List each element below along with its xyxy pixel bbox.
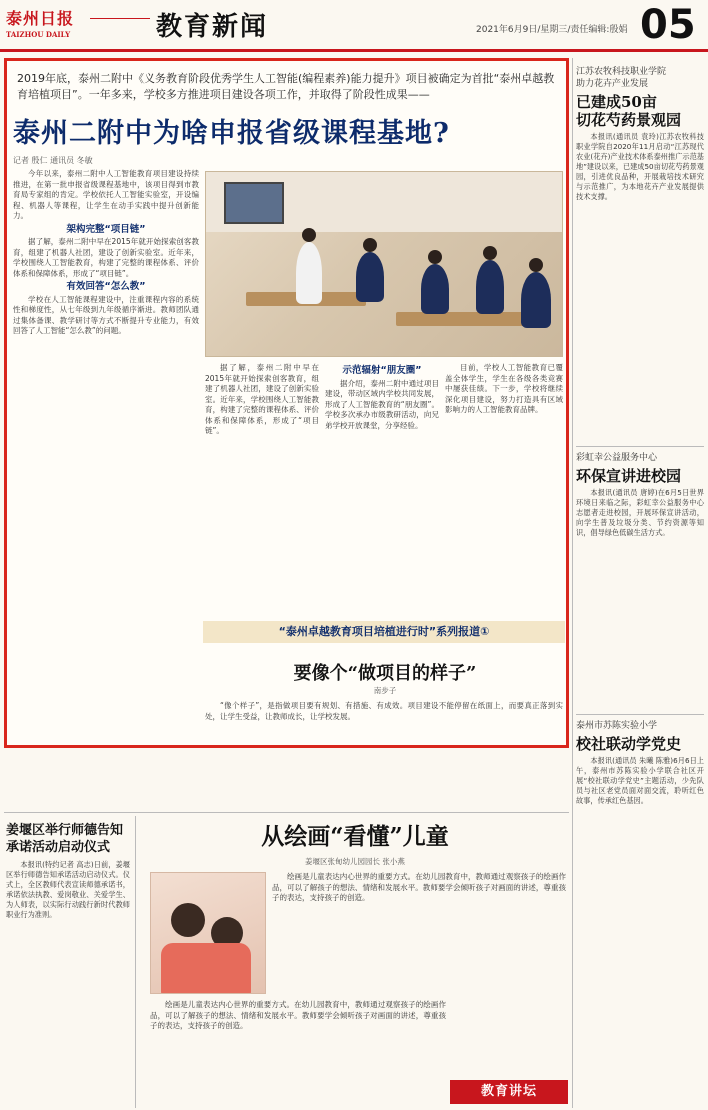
paragraph: 目前，学校人工智能教育已覆盖全体学生，学生在各级各类竞赛中屡获佳绩。下一步，学校将继续深化项目建设，努力打造具有区域影响力的人工智能教育品牌。 — [445, 363, 563, 414]
bottom-left-body — [6, 860, 130, 920]
feature-lead: 2019年底，泰州二附中《义务教育阶段优秀学生人工智能(编程素养)能力提升》项目被确定为首批“泰州卓越教育培植项目”。一年多来，学校多方推进项目建设各项工作，并取得了阶段性成果—— — [17, 72, 555, 101]
bottom-left-headline: 姜堰区举行师德告知 承诺活动启动仪式 — [6, 823, 124, 855]
opinion-title: 要像个“做项目的样子” — [293, 663, 477, 684]
right-article-2-headline: 环保宣讲进校园 — [576, 467, 682, 485]
paragraph: 绘画是儿童表达内心世界的重要方式。在幼儿园教育中，教师通过观察孩子的绘画作品，可以了解孩子的想法、情绪和发展水平。教师要学会倾听孩子对画面的讲述，尊重孩子的表达，支持孩子的创造。 — [272, 872, 566, 902]
bottom-feature-title: 从绘画“看懂”儿童 — [261, 823, 449, 850]
photo-child-body — [161, 943, 251, 994]
feature-column-1 — [13, 169, 199, 747]
feature-subhead-3: 示范辐射“朋友圈” — [342, 365, 422, 376]
photo-head — [302, 228, 316, 242]
logo-subtext: TAIZHOU DAILY — [6, 30, 71, 39]
feature-byline: 记者 殷仁 通讯员 冬敏 — [13, 156, 93, 165]
feature-subhead-1: 架构完整“项目链” — [66, 223, 146, 235]
photo-student — [356, 252, 384, 302]
page-number: 05 — [640, 2, 696, 48]
feature-headline: 泰州二附中为啥申报省级课程基地? — [13, 118, 450, 149]
photo-teacher — [296, 242, 322, 304]
divider — [576, 714, 704, 715]
newspaper-logo — [6, 6, 84, 39]
paragraph: 本报讯(通讯员 袁玲)江苏农牧科技职业学院自2020年11月启动“江苏现代农业(花卉)产业技术体系泰州推广示范基地”建设以来，已建成50亩切花芍药景观园，引进优良品种，开展栽培技术研究与示范推广，为本地花卉产业发展提供技术支撑。 — [576, 132, 704, 201]
bottom-left-article — [6, 822, 130, 1108]
photo-screen — [224, 182, 284, 224]
right-article-2 — [576, 452, 704, 710]
column-divider — [135, 816, 136, 1108]
right-article-1-body — [576, 132, 704, 202]
paragraph: 据了解，泰州二附中早在2015年就开始探索创客教育，组建了机器人社团，建设了创新实验室。近年来，学校围绕人工智能教育，构建了完整的课程体系、评价体系和保障体系，形成了“项目链”。 — [13, 237, 199, 278]
feature-column-2 — [205, 363, 319, 615]
paragraph: 学校在人工智能课程建设中，注重课程内容的系统性和梯度性，从七年级到九年级循序渐进。教师团队通过集体备课、教学研讨等方式不断提升专业能力，有效回答了人工智能“怎么教”的问题。 — [13, 294, 199, 335]
photo-head — [483, 246, 497, 260]
feature-column-3 — [325, 363, 439, 615]
column-divider — [572, 58, 573, 1108]
right-article-1-kicker: 江苏农牧科技职业学院 助力花卉产业发展 — [576, 67, 667, 89]
paragraph: 绘画是儿童表达内心世界的重要方式。在幼儿园教育中，教师通过观察孩子的绘画作品，可以了解孩子的想法、情绪和发展水平。教师要学会倾听孩子对画面的讲述，尊重孩子的表达，支持孩子的创造。 — [150, 1000, 446, 1030]
masthead-rule — [90, 18, 150, 19]
right-article-3-body — [576, 756, 704, 806]
feature-column-4 — [445, 363, 563, 615]
paragraph: “像个样子”，是指做项目要有规划、有措施、有成效。项目建设不能停留在纸面上，而要真正落到实处，让学生受益，让教师成长，让学校发展。 — [205, 701, 563, 721]
photo-child-head — [171, 903, 205, 937]
bottom-feature-column-2 — [150, 1000, 446, 1104]
photo-head — [428, 250, 442, 264]
dateline: 2021年6月9日/星期三/责任编辑:殷娟 — [476, 25, 628, 35]
right-article-2-kicker: 彩虹幸公益服务中心 — [576, 453, 658, 463]
right-article-2-body — [576, 488, 704, 538]
logo-text: 泰州日报 — [6, 9, 75, 28]
right-article-3-kicker: 泰州市苏陈实验小学 — [576, 721, 658, 731]
feature-subhead-2: 有效回答“怎么教” — [66, 281, 146, 292]
education-forum-banner: 教育讲坛 — [450, 1080, 568, 1104]
right-article-3-headline: 校社联动学党史 — [576, 735, 682, 753]
photo-head — [363, 238, 377, 252]
right-article-3 — [576, 720, 704, 1106]
paragraph: 本报讯(特约记者 高志)日前，姜堰区举行师德告知承诺活动启动仪式。仪式上，全区教师代表宣读师德承诺书，承诺依法执教、爱岗敬业、关爱学生、为人师表，以实际行动践行新时代教师职业行为准则。 — [6, 860, 130, 919]
section-title: 教育新闻 — [156, 12, 269, 42]
photo-student — [421, 264, 449, 314]
right-article-1-headline: 已建成50亩 切花芍药景观园 — [576, 93, 682, 129]
series-banner: “泰州卓越教育项目培植进行时”系列报道① — [203, 621, 565, 643]
paragraph: 据介绍，泰州二附中通过项目建设，带动区域内学校共同发展，形成了人工智能教育的“朋友圈”。学校多次承办市级教研活动，向兄弟学校开放课堂，分享经验。 — [325, 378, 439, 430]
opinion-column — [205, 701, 563, 745]
section-divider — [4, 812, 569, 813]
photo-student — [521, 272, 551, 328]
paragraph: 本报讯(通讯员 唐婷)在6月5日世界环境日来临之际，彩虹幸公益服务中心志愿者走进校园，开展环保宣讲活动，向学生普及垃圾分类、节约资源等知识，倡导绿色低碳生活方式。 — [576, 488, 704, 537]
feature-article — [4, 58, 569, 748]
right-article-1 — [576, 66, 704, 442]
children-photo — [150, 872, 266, 994]
photo-student — [476, 260, 504, 314]
classroom-photo — [205, 171, 563, 357]
bottom-feature-byline: 姜堰区张甸幼儿园园长 张小燕 — [305, 857, 405, 866]
divider — [576, 446, 704, 447]
paragraph: 据了解，泰州二附中早在2015年就开始探索创客教育，组建了机器人社团，建设了创新实验室。近年来，学校围绕人工智能教育，构建了完整的课程体系、评价体系和保障体系，形成了“项目链”。 — [205, 363, 319, 435]
opinion-author: 南步子 — [373, 686, 397, 695]
paragraph: 今年以来，泰州二附中人工智能教育项目建设持续推进，在第一批申报省级课程基地中，该项目得到市教育局专家组的肯定。学校依托人工智能实验室，开设编程、机器人等课程，让学生在动手实践中提升创新能力。 — [13, 169, 199, 220]
paragraph: 本报讯(通讯员 朱曦 陈雅)6月6日上午，泰州市苏陈实验小学联合社区开展“校社联动学党史”主题活动，少先队员与社区老党员面对面交流，聆听红色故事，传承红色基因。 — [576, 756, 704, 805]
masthead — [0, 0, 708, 52]
photo-head — [529, 258, 543, 272]
